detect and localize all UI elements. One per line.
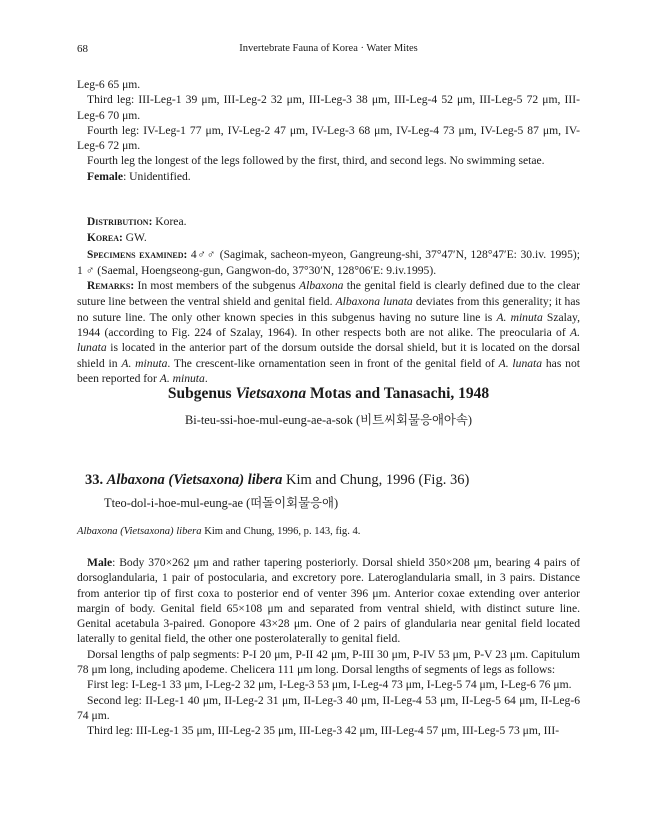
female-label: Female [87, 169, 124, 183]
taxon-name: A. minuta [159, 371, 205, 385]
first-leg-paragraph: First leg: I-Leg-1 33 μm, I-Leg-2 32 μm, I-Leg-3 53 μm, I-Leg-4 73 μm, I-Leg-5 74 μm, I-Leg-6 76 μm. [87, 678, 572, 692]
taxon-name: A. minuta [121, 356, 168, 370]
taxon-name: Albaxona [299, 279, 344, 293]
distribution-label: Distribution: [87, 216, 153, 228]
male-description-block [77, 555, 580, 739]
third-leg-paragraph: Third leg: III-Leg-1 39 μm, III-Leg-2 32 μm, III-Leg-3 38 μm, III-Leg-4 52 μm, III-Leg-5 72 μm, III-Leg-6 70 μm. [77, 93, 580, 122]
palp-paragraph: Dorsal lengths of palp segments: P-I 20 μm, P-II 42 μm, P-III 30 μm, P-IV 53 μm, P-V 23 μm. Capitulum 78 μm long, including apodeme. Chelicera 111 μm long. Dorsal lengths of segments of legs as follows: [77, 647, 580, 677]
page-number: 68 [77, 43, 88, 55]
citation-taxon: Albaxona (Vietsaxona) libera [77, 526, 202, 537]
male-label: Male [87, 556, 113, 569]
distribution-paragraph [77, 214, 580, 230]
remarks-paragraph [77, 278, 580, 386]
remarks-text: In most members of the subgenus [134, 279, 300, 293]
taxon-name: A. minuta [496, 310, 543, 324]
remarks-text: the genital field is clearly defined due to the clear suture line between the ventral shield and genital field. [77, 279, 581, 309]
top-leg-block [77, 77, 580, 184]
taxon-name: A. lunata [77, 326, 580, 355]
remarks-text: . The crescent-like ornamentation seen in front of the genital field of [167, 356, 499, 370]
subgenus-prefix: Subgenus [167, 385, 236, 402]
korea-text: GW. [122, 231, 147, 245]
subgenus-name: Vietsaxona [235, 385, 307, 402]
remarks-text: deviates from this generality; it has no suture line. The only other known species in this subgenus having no suture line is [77, 295, 580, 324]
remarks-text: is located in the anterior part of the dorsum outside the dorsal shield, but it is located on the dorsal shield in [77, 341, 580, 370]
running-title: Invertebrate Fauna of Korea · Water Mites [239, 43, 418, 54]
remarks-label: Remarks: [87, 280, 135, 293]
male-paragraph [77, 555, 580, 647]
taxon-name: Albaxona lunata [335, 295, 413, 309]
korea-paragraph [77, 230, 580, 246]
third-leg-paragraph-male: Third leg: III-Leg-1 35 μm, III-Leg-2 35 μm, III-Leg-3 42 μm, III-Leg-4 57 μm, III-Leg-5 73 μm, III- [87, 724, 560, 738]
citation-reference: Kim and Chung, 1996, p. 143, fig. 4. [201, 526, 361, 537]
female-text: : Unidentified. [123, 169, 191, 183]
subgenus-authors: Motas and Tanasachi, 1948 [306, 385, 490, 402]
distribution-text: Korea. [152, 215, 187, 228]
remarks-text: has not been reported for [77, 356, 580, 385]
species-number: 33. [85, 472, 107, 488]
male-text: : Body 370×262 μm and rather tapering posteriorly. Dorsal shield 350×208 μm, bearing 4 pairs of dorsoglandularia, 1 pair of postocularia, and excretory pore. Lateroglandularia small, in 3 pairs. Distance from anterior tip of first coxa to posterior end of venter 396 μm. Anterior coxae extending over anterior margin of body. Genital field 65×108 μm and separated from ventral shield, with distinct suture line. Genital acetabula 3-paired. Gonopore 43×28 μm. One of 2 pairs of glandularia near genital field located laterally to genital field, the other one posterolaterally to genital field. [77, 556, 580, 646]
species-korean-name: Tteo-dol-i-hoe-mul-eung-ae (떠돌이회물응애) [104, 496, 339, 510]
species-subgenus: (Vietsaxona) [164, 472, 248, 488]
species-heading [85, 472, 469, 489]
distribution-block [77, 214, 580, 386]
species-genus: Albaxona [106, 472, 165, 488]
fourth-longest-paragraph: Fourth leg the longest of the legs followed by the first, third, and second legs. No swimming setae. [87, 154, 545, 168]
taxon-name: A. lunata [498, 356, 543, 370]
synonymy-citation [77, 526, 360, 537]
korea-label: Korea: [87, 232, 123, 245]
female-paragraph [77, 169, 580, 184]
specimens-label: Specimens examined: [87, 248, 188, 261]
specimens-paragraph [77, 247, 580, 279]
leg6-line: Leg-6 65 μm. [77, 78, 141, 91]
remarks-text: . [204, 371, 208, 385]
remarks-text: Szalay, 1944 (according to Fig. 224 of Szalay, 1964). In other respects both are not alike. The preocularia of [77, 310, 580, 340]
subgenus-korean-name: Bi-teu-ssi-hoe-mul-eung-ae-a-sok (비트씨회물응애아속) [185, 413, 472, 427]
second-leg-paragraph: Second leg: II-Leg-1 40 μm, II-Leg-2 31 μm, II-Leg-3 40 μm, II-Leg-4 53 μm, II-Leg-5 64 μm, II-Leg-6 74 μm. [77, 693, 580, 722]
subgenus-heading [77, 385, 580, 403]
species-epithet: libera [247, 472, 283, 488]
specimens-text: 4♂♂ (Sagimak, sacheon-myeon, Gangreung-shi, 37°47′N, 128°47′E: 30.iv. 1995); 1 ♂ (Saemal, Hoengseong-gun, Gangwon-do, 37°30′N, 128°06′E: 9.iv.1995). [77, 247, 580, 277]
species-authority: Kim and Chung, 1996 (Fig. 36) [282, 472, 470, 488]
fourth-leg-paragraph: Fourth leg: IV-Leg-1 77 μm, IV-Leg-2 47 μm, IV-Leg-3 68 μm, IV-Leg-4 73 μm, IV-Leg-5 87 μm, IV-Leg-6 72 μm. [77, 123, 580, 153]
